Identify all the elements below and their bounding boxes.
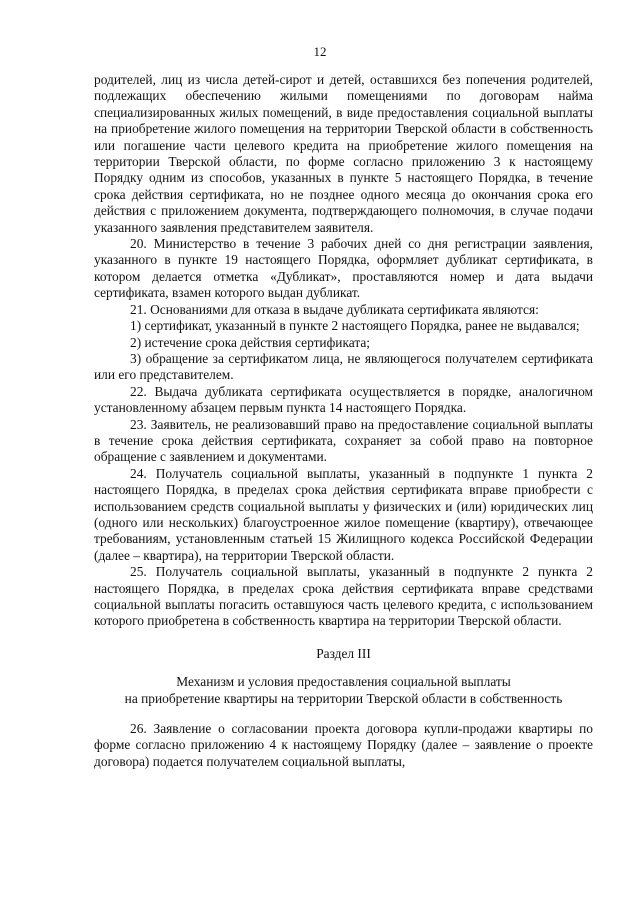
paragraph-21-item-3: 3) обращение за сертификатом лица, не являющегося получателем сертификата или его представителем. [94,350,593,383]
paragraph-21: 21. Основаниями для отказа в выдаче дубликата сертификата являются: [130,301,539,317]
paragraph-21-item-2: 2) истечение срока действия сертификата; [130,334,371,350]
paragraph-continuation: родителей, лиц из числа детей-сирот и детей, оставшихся без попечения родителей, подлежащих обеспечению жилыми помещениями по договорам найма специализированных жилых помещений, в виде предоставления социальной выплаты на приобретение жилого помещения на территории Тверской области в собственность или погашение части целевого кредита на приобретение жилого помещения на территории Тверской области, по форме согласно приложению 3 к настоящему Порядку одним из способов, указанных в пункте 5 настоящего Порядка, в течение срока действия сертификата, но не позднее одного месяца до окончания срока его действия с приложением документа, подтверждающего полномочия, в случае подачи указанного заявления представителем заявителя. [94,72,593,235]
paragraph-25: 25. Получатель социальной выплаты, указанный в подпункте 2 пункта 2 настоящего Порядка, в пределах срока действия сертификата вправе средствами социальной выплаты погасить оставшуюся часть целевого кредита, с использованием которого приобретена в собственность квартира на территории Тверской области. [94,564,593,629]
section-title-line-2: на приобретение квартиры на территории Тверской области в собственность [124,690,563,706]
section-heading: Раздел III [316,645,371,661]
paragraph-20: 20. Министерство в течение 3 рабочих дней со дня регистрации заявления, указанного в пункте 19 настоящего Порядка, оформляет дубликат сертификата, в котором делается отметка «Дубликат», проставляются номер и дата выдачи сертификата, взамен которого выдан дубликат. [94,236,593,301]
section-title-line-1: Механизм и условия предоставления социальной выплаты [176,674,511,690]
paragraph-26: 26. Заявление о согласовании проекта договора купли-продажи квартиры по форме согласно приложению 4 к настоящему Порядку (далее – заявление о проекте договора) подается получателем социальной выплаты, [94,721,593,769]
paragraph-21-item-1: 1) сертификат, указанный в пункте 2 настоящего Порядка, ранее не выдавался; [130,318,580,334]
paragraph-24: 24. Получатель социальной выплаты, указанный в подпункте 1 пункта 2 настоящего Порядка, в пределах срока действия сертификата вправе приобрести с использованием средств социальной выплаты у физических и (или) юридических лиц (одного или нескольких) благоустроенное жилое помещение (квартиру), отвечающее требованиям, установленным статьей 15 Жилищного кодекса Российской Федерации (далее – квартира), на территории Тверской области. [94,465,593,563]
section-header [94,646,593,707]
paragraph-22: 22. Выдача дубликата сертификата осуществляется в порядке, аналогичном установленному абзацем первым пункта 14 настоящего Порядка. [94,383,593,416]
page-number: 12 [313,44,327,59]
document-body [94,72,593,770]
paragraph-23: 23. Заявитель, не реализовавший право на предоставление социальной выплаты в течение срока действия сертификата, сохраняет за собой право на повторное обращение с заявлением и документами. [94,416,593,465]
